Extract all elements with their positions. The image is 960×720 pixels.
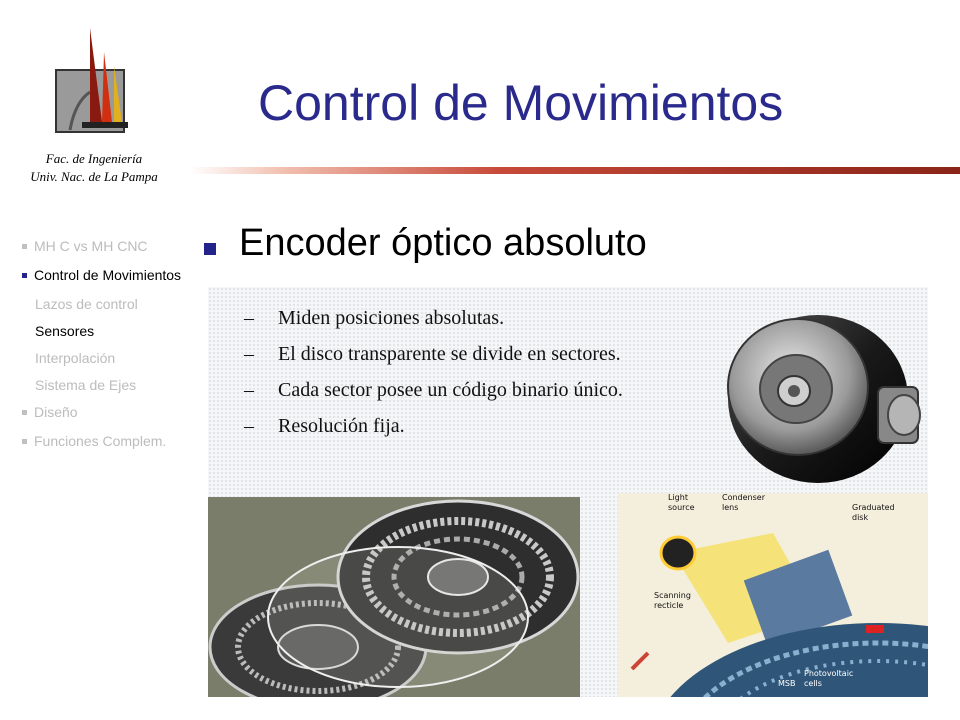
sidebar-item-label: Lazos de control	[35, 296, 138, 312]
list-item	[244, 409, 623, 445]
encoder-figure	[208, 287, 928, 697]
sidebar-item-diseno[interactable]	[22, 403, 182, 421]
faculty-logo	[30, 22, 140, 142]
heading-bullet-icon	[204, 243, 216, 255]
point-text: Cada sector posee un código binario único.	[278, 379, 623, 401]
encoder-disks-photo	[208, 497, 580, 697]
logo-caption-line2: Univ. Nac. de La Pampa	[30, 169, 158, 184]
dash-marker: –	[244, 379, 254, 401]
sidebar-item-mh-c-vs-mh-cnc[interactable]	[22, 237, 182, 255]
bullet-icon	[22, 410, 27, 415]
bullet-points	[244, 301, 623, 445]
sidebar-item-label: Diseño	[34, 404, 78, 420]
label-condenser-lens: Condenser lens	[722, 493, 765, 512]
bullet-icon	[22, 244, 27, 249]
content-heading: Encoder óptico absoluto	[239, 222, 647, 264]
sidebar-subitem-sensores[interactable]	[22, 322, 182, 340]
sidebar-item-label: Control de Movimientos	[34, 267, 182, 283]
sidebar-item-label: Sistema de Ejes	[35, 377, 137, 393]
sidebar-subitem-sistema-de-ejes[interactable]	[22, 376, 182, 394]
encoder-diagram	[618, 493, 928, 697]
logo-caption	[0, 150, 188, 186]
sidebar-nav	[22, 237, 182, 461]
label-light-source: Light source	[668, 493, 695, 512]
title-divider	[190, 167, 960, 174]
sidebar-subitem-interpolacion[interactable]	[22, 349, 182, 367]
sidebar-item-control-de-movimientos[interactable]	[22, 266, 182, 284]
sidebar-item-funciones-complem[interactable]	[22, 432, 182, 450]
sidebar-item-label: Interpolación	[35, 350, 116, 366]
bullet-icon	[22, 439, 27, 444]
label-msb: MSB	[778, 679, 796, 688]
dash-marker: –	[244, 307, 254, 329]
dash-marker: –	[244, 343, 254, 365]
label-graduated-disk: Graduated disk	[852, 503, 895, 522]
point-text: El disco transparente se divide en sectores.	[278, 343, 621, 365]
list-item	[244, 337, 623, 373]
bullet-icon	[22, 273, 27, 278]
dash-marker: –	[244, 415, 254, 437]
label-scanning-reticle: Scanning recticle	[654, 591, 691, 610]
list-item	[244, 373, 623, 409]
sidebar-item-label: Funciones Complem.	[34, 433, 167, 449]
point-text: Miden posiciones absolutas.	[278, 307, 505, 329]
list-item	[244, 301, 623, 337]
point-text: Resolución fija.	[278, 415, 405, 437]
label-photovoltaic-cells: Photovoltaic cells	[804, 669, 854, 688]
logo-caption-line1: Fac. de Ingeniería	[45, 151, 143, 166]
sidebar-item-label: MH C vs MH CNC	[34, 238, 148, 254]
sidebar-subitem-lazos-de-control[interactable]	[22, 295, 182, 313]
encoder-photo	[678, 287, 928, 487]
slide-title: Control de Movimientos	[258, 75, 784, 131]
sidebar-item-label: Sensores	[35, 323, 95, 339]
